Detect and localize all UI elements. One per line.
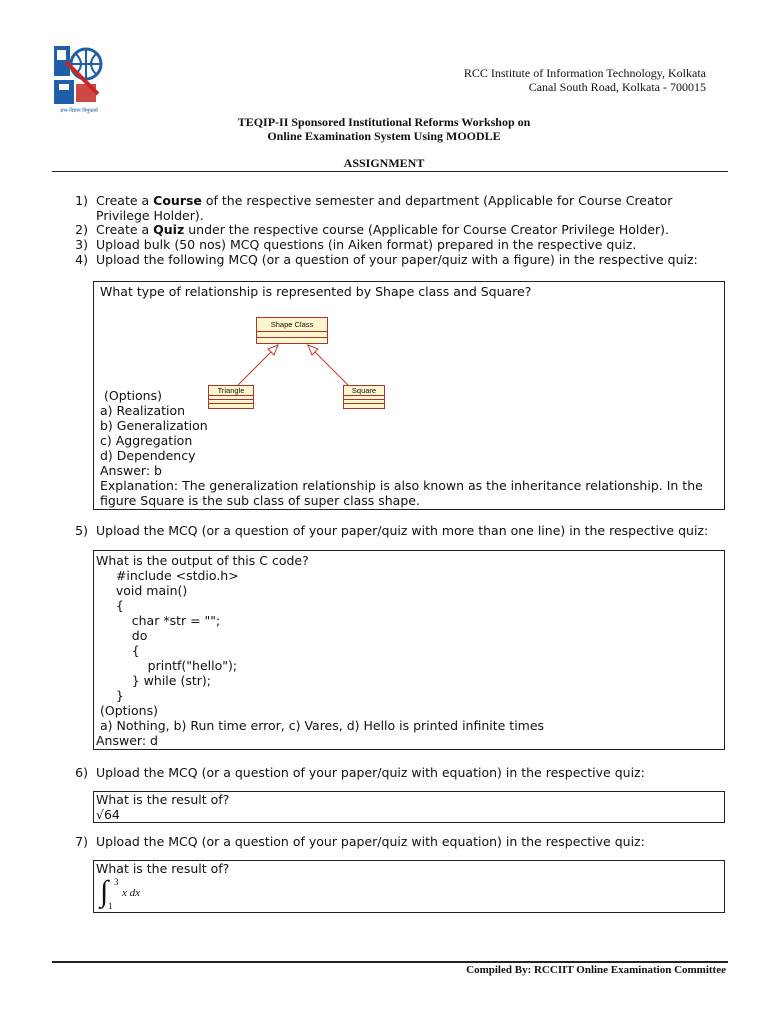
code-line: #include <stdio.h> — [96, 568, 239, 583]
option-a: a) Realization — [100, 403, 186, 418]
item-text: Upload bulk (50 nos) MCQ questions (in Aiken format) prepared in the respective quiz. — [96, 237, 637, 252]
integrand: x dx — [122, 887, 141, 899]
item-text: Create a — [96, 222, 154, 237]
integral-upper-limit: 3 — [114, 877, 119, 887]
code-line: { — [96, 598, 124, 613]
item-text: Upload the MCQ (or a question of your paper/quiz with equation) in the respective quiz: — [96, 834, 645, 849]
code-line: } while (str); — [96, 673, 211, 688]
code-line: printf("hello"); — [96, 658, 238, 673]
item-text: Upload the MCQ (or a question of your paper/quiz with more than one line) in the respective quiz: — [96, 523, 709, 538]
code-line: } — [96, 688, 124, 703]
header-divider — [52, 171, 728, 172]
answer: Answer: b — [100, 463, 162, 478]
assignment-heading: ASSIGNMENT — [343, 156, 425, 170]
code-line: What is the output of this C code? — [96, 553, 309, 568]
item-text: Upload the following MCQ (or a question of your paper/quiz with a figure) in the respective quiz: — [96, 252, 698, 267]
equation: √64 — [96, 807, 120, 822]
integral-lower-limit: 1 — [108, 901, 113, 911]
item-keyword: Quiz — [153, 222, 185, 237]
item-number: 6) — [75, 765, 88, 780]
code-line: do — [96, 628, 148, 643]
question-text: What is the result of? — [96, 861, 230, 876]
code-line: char *str = ""; — [96, 613, 221, 628]
option-d: d) Dependency — [100, 448, 196, 463]
logo-caption: ज्ञान-विज्ञान विमुक्तये — [60, 108, 98, 114]
option-b: b) Generalization — [100, 418, 208, 433]
item-text: of the respective semester and department (Applicable for Course Creator — [201, 193, 673, 208]
uml-class-name: Square — [344, 386, 384, 396]
code-line: { — [96, 643, 140, 658]
question-text: What is the result of? — [96, 792, 230, 807]
uml-connectors — [94, 282, 724, 509]
uml-class-name: Triangle — [209, 386, 253, 396]
options-list: a) Nothing, b) Run time error, c) Vares, d) Hello is printed infinite times — [96, 718, 545, 733]
question-text: What type of relationship is represented by Shape class and Square? — [100, 284, 532, 299]
item-number: 2) — [75, 222, 88, 237]
question-box-code — [93, 550, 725, 750]
question-box-equation — [93, 791, 725, 823]
footer-divider — [52, 961, 728, 963]
item-text: Upload the MCQ (or a question of your paper/quiz with equation) in the respective quiz: — [96, 765, 645, 780]
question-box-integral — [93, 860, 725, 913]
workshop-title: TEQIP-II Sponsored Institutional Reforms Workshop on — [237, 115, 531, 129]
uml-class-name: Shape Class — [257, 318, 327, 332]
item-text: under the respective course (Applicable for Course Creator Privilege Holder). — [184, 222, 669, 237]
item-number: 1) — [75, 193, 88, 208]
uml-class-triangle — [208, 385, 254, 409]
item-keyword: Course — [153, 193, 202, 208]
question-box-figure — [93, 281, 725, 510]
institute-name: RCC Institute of Information Technology, Kolkata — [463, 66, 706, 80]
uml-class-square — [343, 385, 385, 409]
code-line: void main() — [96, 583, 188, 598]
compiled-by: Compiled By: RCCIIT Online Examination Committee — [466, 964, 726, 976]
integral-sign: ∫ — [100, 875, 109, 908]
workshop-subtitle: Online Examination System Using MOODLE — [267, 129, 501, 143]
item-text: Privilege Holder). — [96, 208, 204, 223]
answer: Answer: d — [96, 733, 158, 748]
institute-logo — [52, 44, 104, 116]
explanation: Explanation: The generalization relationship is also known as the inheritance relationship. In the — [100, 478, 703, 493]
item-number: 5) — [75, 523, 88, 538]
item-number: 4) — [75, 252, 88, 267]
institute-address: Canal South Road, Kolkata - 700015 — [528, 80, 706, 94]
item-number: 3) — [75, 237, 88, 252]
item-number: 7) — [75, 834, 88, 849]
option-c: c) Aggregation — [100, 433, 193, 448]
options-label: (Options) — [100, 388, 162, 403]
options-label: (Options) — [96, 703, 158, 718]
item-text: Create a — [96, 193, 154, 208]
explanation-continuation: figure Square is the sub class of super class shape. — [100, 493, 420, 508]
uml-class-shape — [256, 317, 328, 344]
